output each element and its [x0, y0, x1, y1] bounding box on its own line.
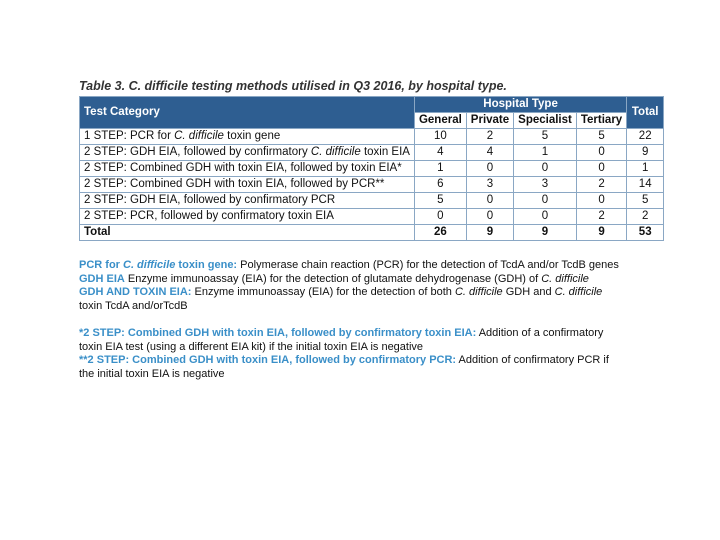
table-row	[80, 177, 664, 193]
cell-tertiary: 2	[576, 177, 626, 193]
cell-specialist: 0	[514, 209, 577, 225]
cell-specialist: 3	[514, 177, 577, 193]
table-row	[80, 129, 664, 145]
cell-tertiary: 5	[576, 129, 626, 145]
cell-tertiary: 0	[576, 161, 626, 177]
header-general: General	[414, 113, 466, 129]
note-gdh-eia: GDH EIA Enzyme immunoassay (EIA) for the detection of glutamate dehydrogenase (GDH) of C. difficile	[79, 272, 589, 285]
header-hospital-type: Hospital Type	[414, 97, 626, 113]
table-row	[80, 145, 664, 161]
row-label: 2 STEP: GDH EIA, followed by confirmatory C. difficile toxin EIA	[80, 145, 415, 161]
cell-private: 0	[466, 161, 513, 177]
caption-suffix: testing methods utilised in Q3 2016, by hospital type.	[188, 79, 507, 93]
cell-general: 4	[414, 145, 466, 161]
row-label: 2 STEP: GDH EIA, followed by confirmatory PCR	[80, 193, 415, 209]
cell-specialist: 1	[514, 145, 577, 161]
table-row	[80, 193, 664, 209]
cell-tertiary: 2	[576, 209, 626, 225]
cell-specialist: 0	[514, 193, 577, 209]
cell-tertiary: 0	[576, 193, 626, 209]
table-footnotes	[79, 259, 619, 381]
total-tertiary: 9	[576, 225, 626, 241]
header-tertiary: Tertiary	[576, 113, 626, 129]
table-row	[80, 161, 664, 177]
cell-total: 14	[627, 177, 664, 193]
cell-tertiary: 0	[576, 145, 626, 161]
note-pcr: PCR for C. difficile toxin gene: Polymerase chain reaction (PCR) for the detection of TcdA and/or TcdB genes	[79, 259, 619, 271]
row-label: 2 STEP: PCR, followed by confirmatory toxin EIA	[80, 209, 415, 225]
row-label: 2 STEP: Combined GDH with toxin EIA, followed by PCR**	[80, 177, 415, 193]
row-label: 2 STEP: Combined GDH with toxin EIA, followed by toxin EIA*	[80, 161, 415, 177]
caption-organism: C. difficile	[128, 79, 189, 93]
cell-total: 5	[627, 193, 664, 209]
cell-specialist: 5	[514, 129, 577, 145]
total-private: 9	[466, 225, 513, 241]
table-row	[80, 209, 664, 225]
cell-total: 2	[627, 209, 664, 225]
table-caption	[79, 79, 507, 93]
header-specialist: Specialist	[514, 113, 577, 129]
header-total: Total	[627, 97, 664, 129]
total-general: 26	[414, 225, 466, 241]
cell-specialist: 0	[514, 161, 577, 177]
cell-total: 1	[627, 161, 664, 177]
cell-private: 0	[466, 209, 513, 225]
cell-total: 22	[627, 129, 664, 145]
cell-total: 9	[627, 145, 664, 161]
total-row	[80, 225, 664, 241]
cell-general: 10	[414, 129, 466, 145]
cell-general: 1	[414, 161, 466, 177]
caption-prefix: Table 3.	[79, 79, 129, 93]
spacer	[79, 313, 619, 327]
cell-private: 2	[466, 129, 513, 145]
header-test-category: Test Category	[80, 97, 415, 129]
total-label: Total	[80, 225, 415, 241]
cell-general: 0	[414, 209, 466, 225]
note-gdh-toxin-eia: GDH AND TOXIN EIA: Enzyme immunoassay (EIA) for the detection of both C. difficile GDH and C. difficile toxin TcdA and/orTcdB	[79, 286, 603, 312]
cell-private: 3	[466, 177, 513, 193]
cell-general: 6	[414, 177, 466, 193]
cell-private: 4	[466, 145, 513, 161]
header-private: Private	[466, 113, 513, 129]
total-specialist: 9	[514, 225, 577, 241]
total-total: 53	[627, 225, 664, 241]
cell-general: 5	[414, 193, 466, 209]
note-double-asterisk: **2 STEP: Combined GDH with toxin EIA, followed by confirmatory PCR: Addition of confirmatory PCR if the initial toxin EIA is negative	[79, 354, 609, 380]
row-label: 1 STEP: PCR for C. difficile toxin gene	[80, 129, 415, 145]
testing-methods-table	[79, 96, 664, 241]
note-single-asterisk: *2 STEP: Combined GDH with toxin EIA, followed by confirmatory toxin EIA: Addition of a confirmatory toxin EIA test (using a different EIA kit) if the initial toxin EIA is negative	[79, 327, 604, 353]
cell-private: 0	[466, 193, 513, 209]
